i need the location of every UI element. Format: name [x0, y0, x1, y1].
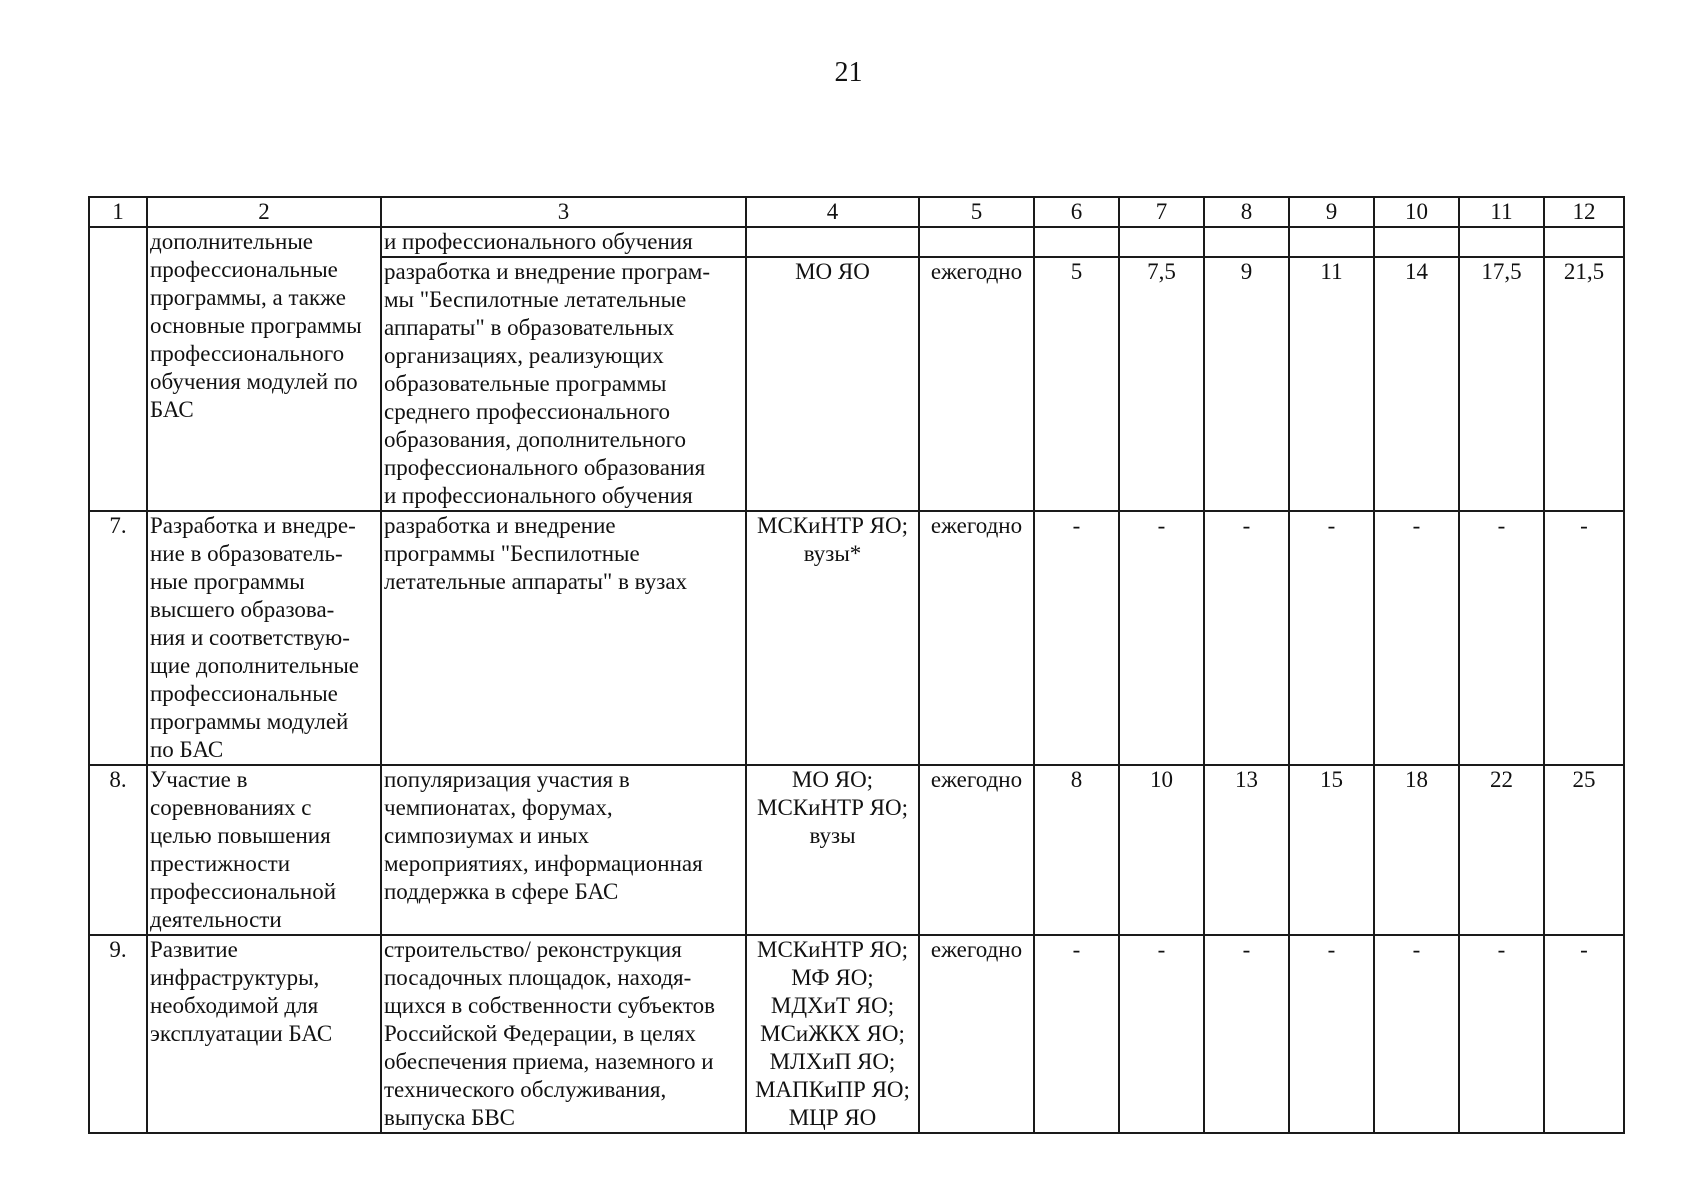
activity-line: среднего профессионального: [384, 399, 671, 424]
value-cell: -: [1204, 935, 1289, 1133]
goal-line: соревнованиях с: [150, 795, 312, 820]
goal-line: Разработка и внедре-: [150, 513, 356, 538]
value-cell: 22: [1459, 765, 1544, 935]
responsible-cell: [746, 511, 919, 765]
activity-line: технического обслуживания,: [384, 1077, 667, 1102]
responsible-line: вузы*: [803, 541, 862, 566]
goal-line: Участие в: [150, 767, 248, 792]
column-header: 12: [1544, 197, 1624, 227]
responsible-line: МАПКиПР ЯО;: [755, 1077, 910, 1102]
value-cell: -: [1204, 511, 1289, 765]
period-cell: ежегодно: [919, 257, 1034, 511]
value-cell: -: [1034, 511, 1119, 765]
empty-cell: [746, 227, 919, 257]
value-cell: -: [1544, 511, 1624, 765]
column-header: 10: [1374, 197, 1459, 227]
column-header: 1: [89, 197, 147, 227]
activity-line: организациях, реализующих: [384, 343, 664, 368]
value-cell: 8: [1034, 765, 1119, 935]
value-cell: -: [1544, 935, 1624, 1133]
value-cell: 17,5: [1459, 257, 1544, 511]
column-header: 7: [1119, 197, 1204, 227]
activity-cell: [381, 257, 746, 511]
activity-line: программы "Беспилотные: [384, 541, 640, 566]
goal-cell: [147, 511, 381, 765]
responsible-line: МО ЯО: [795, 259, 870, 284]
goal-line: инфраструктуры,: [150, 965, 320, 990]
value-cell: -: [1289, 511, 1374, 765]
activity-line: симпозиумах и иных: [384, 823, 589, 848]
responsible-line: МСКиНТР ЯО;: [757, 795, 908, 820]
activity-line: образовательные программы: [384, 371, 667, 396]
column-header: 8: [1204, 197, 1289, 227]
header-row: [89, 197, 1624, 227]
column-header: 9: [1289, 197, 1374, 227]
goal-line: дополнительные: [150, 229, 313, 254]
goal-line: профессиональной: [150, 879, 337, 904]
row-number-cell: 8.: [89, 765, 147, 935]
column-header: 3: [381, 197, 746, 227]
responsible-line: МЦР ЯО: [788, 1105, 877, 1130]
goal-line: щие дополнительные: [150, 653, 359, 678]
value-cell: 18: [1374, 765, 1459, 935]
value-cell: -: [1034, 935, 1119, 1133]
value-cell: -: [1374, 511, 1459, 765]
goal-line: ние в образователь-: [150, 541, 343, 566]
value-cell: -: [1119, 511, 1204, 765]
value-cell: -: [1119, 935, 1204, 1133]
activity-line: поддержка в сфере БАС: [384, 879, 619, 904]
activity-line: популяризация участия в: [384, 767, 630, 792]
activity-cell: и профессионального обучения: [381, 227, 746, 257]
goal-line: ные программы: [150, 569, 305, 594]
activity-line: выпуска БВС: [384, 1105, 516, 1130]
column-header: 2: [147, 197, 381, 227]
empty-cell: [1119, 227, 1204, 257]
empty-cell: [1204, 227, 1289, 257]
value-cell: 15: [1289, 765, 1374, 935]
activity-line: Российской Федерации, в целях: [384, 1021, 696, 1046]
activity-line: обеспечения приема, наземного и: [384, 1049, 714, 1074]
row-number-cell: 7.: [89, 511, 147, 765]
column-header: 11: [1459, 197, 1544, 227]
responsible-line: МСКиНТР ЯО;: [757, 513, 908, 538]
column-header: 5: [919, 197, 1034, 227]
continuation-row-top: [89, 227, 1624, 257]
goal-cell: [147, 227, 381, 511]
value-cell: 10: [1119, 765, 1204, 935]
period-cell: ежегодно: [919, 765, 1034, 935]
period-cell: ежегодно: [919, 511, 1034, 765]
value-cell: 5: [1034, 257, 1119, 511]
value-cell: -: [1289, 935, 1374, 1133]
period-cell: ежегодно: [919, 935, 1034, 1133]
activity-line: и профессионального обучения: [384, 483, 693, 508]
value-cell: 9: [1204, 257, 1289, 511]
activity-line: профессионального образования: [384, 455, 706, 480]
goal-line: профессиональные: [150, 257, 338, 282]
row-number-cell: [89, 227, 147, 511]
goal-line: программы, а также: [150, 285, 346, 310]
activity-cell: [381, 935, 746, 1133]
activity-line: строительство/ реконструкция: [384, 937, 682, 962]
activity-line: посадочных площадок, находя-: [384, 965, 692, 990]
page-number: 21: [834, 57, 863, 88]
activity-line: щихся в собственности субъектов: [384, 993, 715, 1018]
value-cell: 11: [1289, 257, 1374, 511]
goal-cell: [147, 765, 381, 935]
activity-cell: [381, 765, 746, 935]
activity-line: аппараты" в образовательных: [384, 315, 675, 340]
value-cell: 14: [1374, 257, 1459, 511]
goal-line: основные программы: [150, 313, 362, 338]
goal-line: ния и соответствую-: [150, 625, 350, 650]
responsible-cell: [746, 765, 919, 935]
column-header: 4: [746, 197, 919, 227]
goal-line: необходимой для: [150, 993, 319, 1018]
value-cell: 25: [1544, 765, 1624, 935]
responsible-cell: [746, 935, 919, 1133]
value-cell: -: [1459, 511, 1544, 765]
activity-line: чемпионатах, форумах,: [384, 795, 613, 820]
table-row: [89, 765, 1624, 935]
goal-line: Развитие: [150, 937, 238, 962]
activity-line: мы "Беспилотные летательные: [384, 287, 687, 312]
activity-line: разработка и внедрение: [384, 513, 616, 538]
activity-line: мероприятиях, информационная: [384, 851, 703, 876]
goal-line: профессиональные: [150, 681, 338, 706]
empty-cell: [1034, 227, 1119, 257]
goal-line: высшего образова-: [150, 597, 335, 622]
plan-table: [88, 196, 1625, 1134]
goal-line: БАС: [150, 397, 194, 422]
responsible-cell: [746, 257, 919, 511]
responsible-line: МДХиТ ЯО;: [770, 993, 895, 1018]
goal-line: эксплуатации БАС: [150, 1021, 333, 1046]
value-cell: -: [1374, 935, 1459, 1133]
value-cell: 21,5: [1544, 257, 1624, 511]
column-header: 6: [1034, 197, 1119, 227]
goal-line: деятельности: [150, 907, 282, 932]
goal-line: целью повышения: [150, 823, 331, 848]
responsible-line: МСКиНТР ЯО;: [757, 937, 908, 962]
value-cell: -: [1459, 935, 1544, 1133]
table-row: [89, 935, 1624, 1133]
responsible-line: МФ ЯО;: [791, 965, 874, 990]
empty-cell: [1374, 227, 1459, 257]
empty-cell: [919, 227, 1034, 257]
empty-cell: [1289, 227, 1374, 257]
value-cell: 13: [1204, 765, 1289, 935]
row-number-cell: 9.: [89, 935, 147, 1133]
goal-line: профессионального: [150, 341, 345, 366]
table-row: [89, 511, 1624, 765]
goal-line: обучения модулей по: [150, 369, 358, 394]
responsible-line: МЛХиП ЯО;: [769, 1049, 896, 1074]
empty-cell: [1544, 227, 1624, 257]
responsible-line: МО ЯО;: [791, 767, 874, 792]
responsible-line: вузы: [809, 823, 856, 848]
activity-cell: [381, 511, 746, 765]
activity-line: разработка и внедрение програм-: [384, 259, 711, 284]
goal-line: программы модулей: [150, 709, 349, 734]
goal-line: по БАС: [150, 737, 224, 762]
value-cell: 7,5: [1119, 257, 1204, 511]
empty-cell: [1459, 227, 1544, 257]
responsible-line: МСиЖКХ ЯО;: [760, 1021, 905, 1046]
goal-cell: [147, 935, 381, 1133]
goal-line: престижности: [150, 851, 290, 876]
activity-line: летательные аппараты" в вузах: [384, 569, 688, 594]
activity-line: образования, дополнительного: [384, 427, 687, 452]
